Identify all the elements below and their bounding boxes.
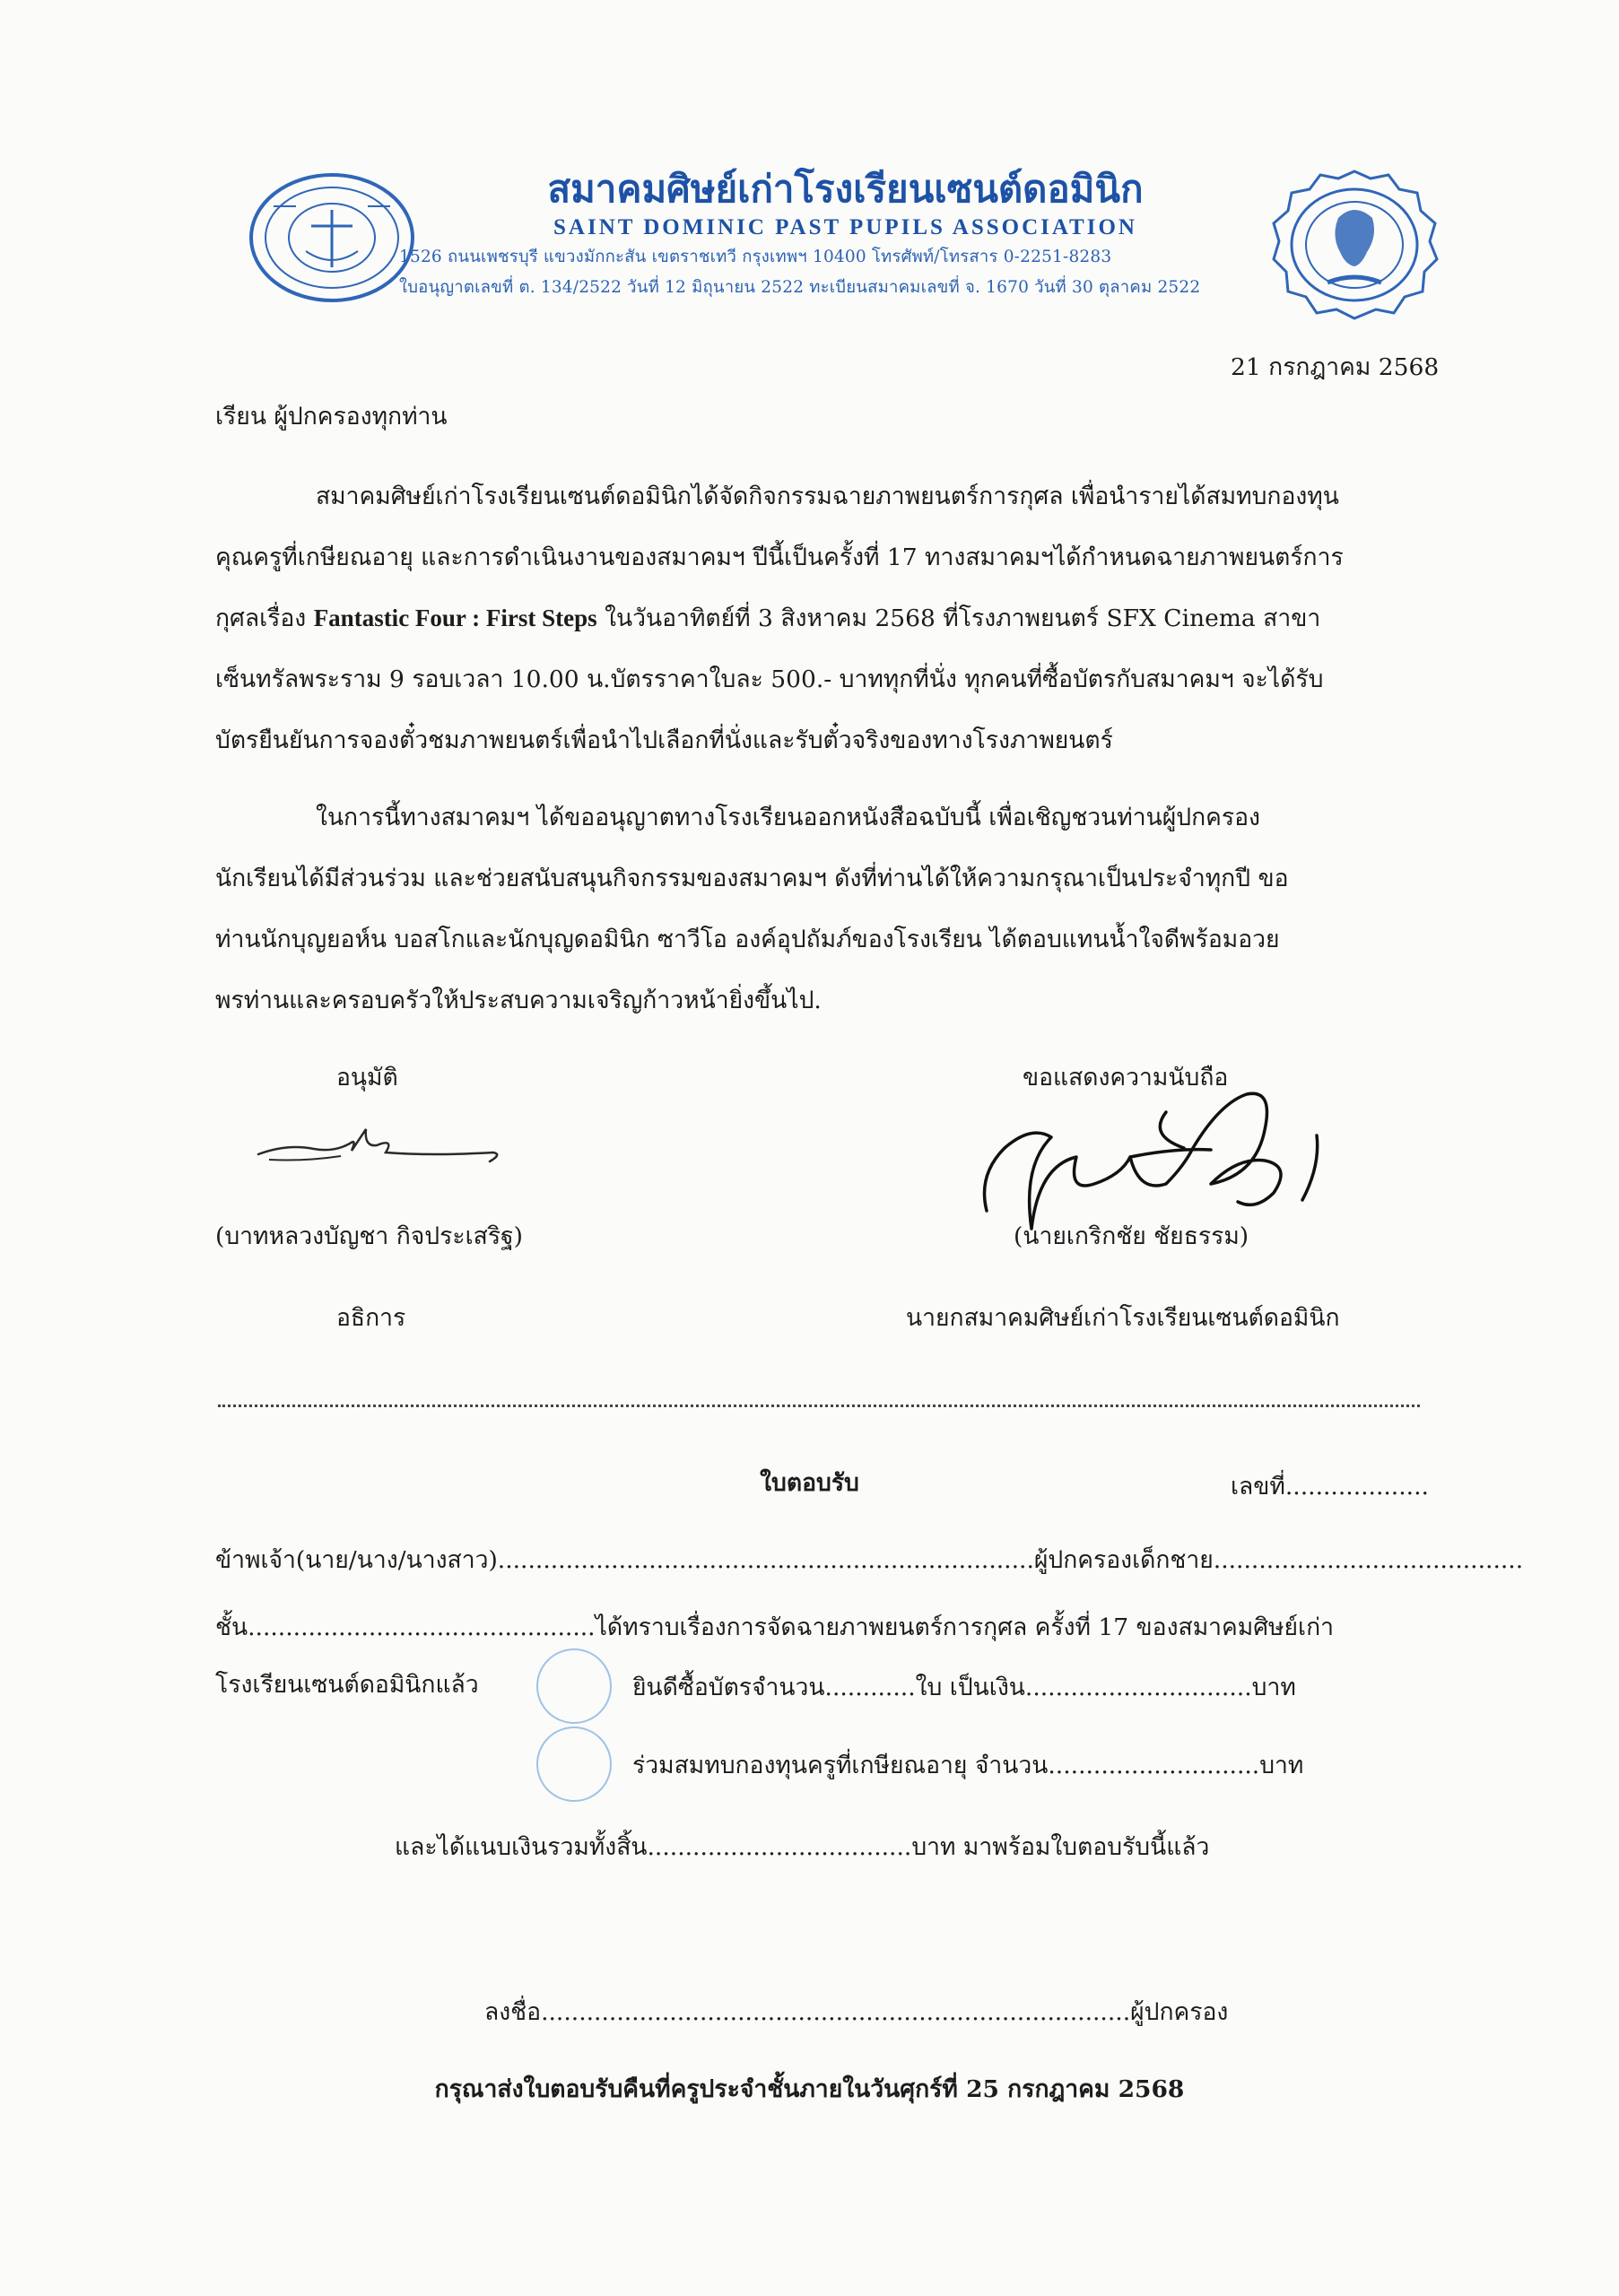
movie-title: Fantastic Four : First Steps (313, 604, 597, 631)
org-license: ใบอนุญาตเลขที่ ต. 134/2522 วันที่ 12 มิถุนายน 2522 ทะเบียนสมาคมเลขที่ จ. 1670 วันที่ 30 ตุลาคม 2522 (399, 278, 1201, 297)
para2-line2: นักเรียนได้มีส่วนร่วม และช่วยสนับสนุนกิจกรรมของสมาคมฯ ดังที่ท่านได้ให้ความกรุณาเป็นประจำทุกปี ขอ (215, 865, 1289, 892)
parent-name-row[interactable]: ข้าพเจ้า(นาย/นาง/นางสาว).......................................................................ผู้ปกครองเด็กชาย......................................... (215, 1546, 1524, 1574)
para2-line4: พรท่านและครอบครัวให้ประสบความเจริญก้าวหน้ายิ่งขึ้นไป. (215, 987, 822, 1014)
org-name-thai: สมาคมศิษย์เก่าโรงเรียนเซนต์ดอมินิก (547, 167, 1144, 211)
movie-details: ในวันอาทิตย์ที่ 3 สิงหาคม 2568 ที่โรงภาพยนตร์ SFX Cinema สาขา (596, 604, 1321, 632)
para2-line3: ท่านนักบุญยอห์น บอสโกและนักบุญดอมินิก ซาวีโอ องค์อุปถัมภ์ของโรงเรียน ได้ตอบแทนน้ำใจดีพร้อมอวย (215, 926, 1280, 953)
para1-line3 (215, 599, 1320, 637)
para1-line1: สมาคมศิษย์เก่าโรงเรียนเซนต์ดอมินิกได้จัดกิจกรรมฉายภาพยนตร์การกุศล เพื่อนำรายได้สมทบกองทุน (316, 483, 1339, 510)
parent-signature-line[interactable]: ลงชื่อ..............................................................................ผู้ปกครอง (484, 1998, 1229, 2026)
buy-tickets-option[interactable]: ยินดีซื้อบัตรจำนวน............ใบ เป็นเงิน..............................บาท (632, 1674, 1296, 1701)
class-row[interactable]: ชั้น..............................................ได้ทราบเรื่องการจัดฉายภาพยนตร์การกุศล ครั้งที่ 17 ของสมาคมศิษย์เก่า (215, 1613, 1335, 1641)
buy-tickets-checkbox[interactable] (536, 1648, 612, 1724)
para1-line4: เซ็นทรัลพระราม 9 รอบเวลา 10.00 น.บัตรราคาใบละ 500.- บาททุกที่นั่ง ทุกคนที่ซื้อบัตรกับสมาคมฯ จะได้รับ (215, 665, 1324, 693)
signer-title: นายกสมาคมศิษย์เก่าโรงเรียนเซนต์ดอมินิก (906, 1304, 1340, 1332)
donate-checkbox[interactable] (536, 1726, 612, 1802)
signer-name: (นายเกริกชัย ชัยธรรม) (1014, 1222, 1249, 1250)
approver-signature (251, 1117, 502, 1183)
school-ack-prefix: โรงเรียนเซนต์ดอมินิกแล้ว (215, 1671, 479, 1699)
para1-line2: คุณครูที่เกษียณอายุ และการดำเนินงานของสมาคมฯ ปีนี้เป็นครั้งที่ 17 ทางสมาคมฯได้กำหนดฉายภาพยนตร์การ (215, 544, 1344, 571)
letter-date: 21 กรกฎาคม 2568 (1231, 353, 1440, 381)
reply-number-field[interactable]: เลขที่................... (1231, 1473, 1429, 1500)
return-instruction: กรุณาส่งใบตอบรับคืนที่ครูประจำชั้นภายในวันศุกร์ที่ 25 กรกฎาคม 2568 (434, 2075, 1185, 2103)
salutation: เรียน ผู้ปกครองทุกท่าน (215, 403, 448, 430)
approve-label: อนุมัติ (336, 1064, 398, 1091)
org-name-english: SAINT DOMINIC PAST PUPILS ASSOCIATION (553, 215, 1137, 239)
para1-line5: บัตรยืนยันการจองตั๋วชมภาพยนตร์เพื่อนำไปเลือกที่นั่งและรับตั๋วจริงของทางโรงภาพยนตร์ (215, 726, 1113, 754)
total-amount-line[interactable]: และได้แนบเงินรวมทั้งสิ้น...................................บาท มาพร้อมใบตอบรับนี้แล้ว (395, 1833, 1210, 1861)
approver-title: อธิการ (336, 1304, 406, 1332)
org-address: 1526 ถนนเพชรบุรี แขวงมักกะสัน เขตราชเทวี กรุงเทพฯ 10400 โทรศัพท์/โทรสาร 0-2251-8283 (399, 248, 1112, 266)
cut-line (218, 1405, 1420, 1407)
donate-option[interactable]: ร่วมสมทบกองทุนครูที่เกษียณอายุ จำนวน............................บาท (632, 1752, 1304, 1779)
approver-name: (บาทหลวงบัญชา กิจประเสริฐ) (215, 1222, 524, 1250)
movie-intro: กุศลเรื่อง (215, 604, 314, 632)
para2-line1: ในการนี้ทางสมาคมฯ ได้ขออนุญาตทางโรงเรียนออกหนังสือฉบับนี้ เพื่อเชิญชวนท่านผู้ปกครอง (316, 804, 1260, 831)
regards-label: ขอแสดงความนับถือ (1023, 1064, 1229, 1091)
reply-form-title: ใบตอบรับ (760, 1469, 859, 1497)
